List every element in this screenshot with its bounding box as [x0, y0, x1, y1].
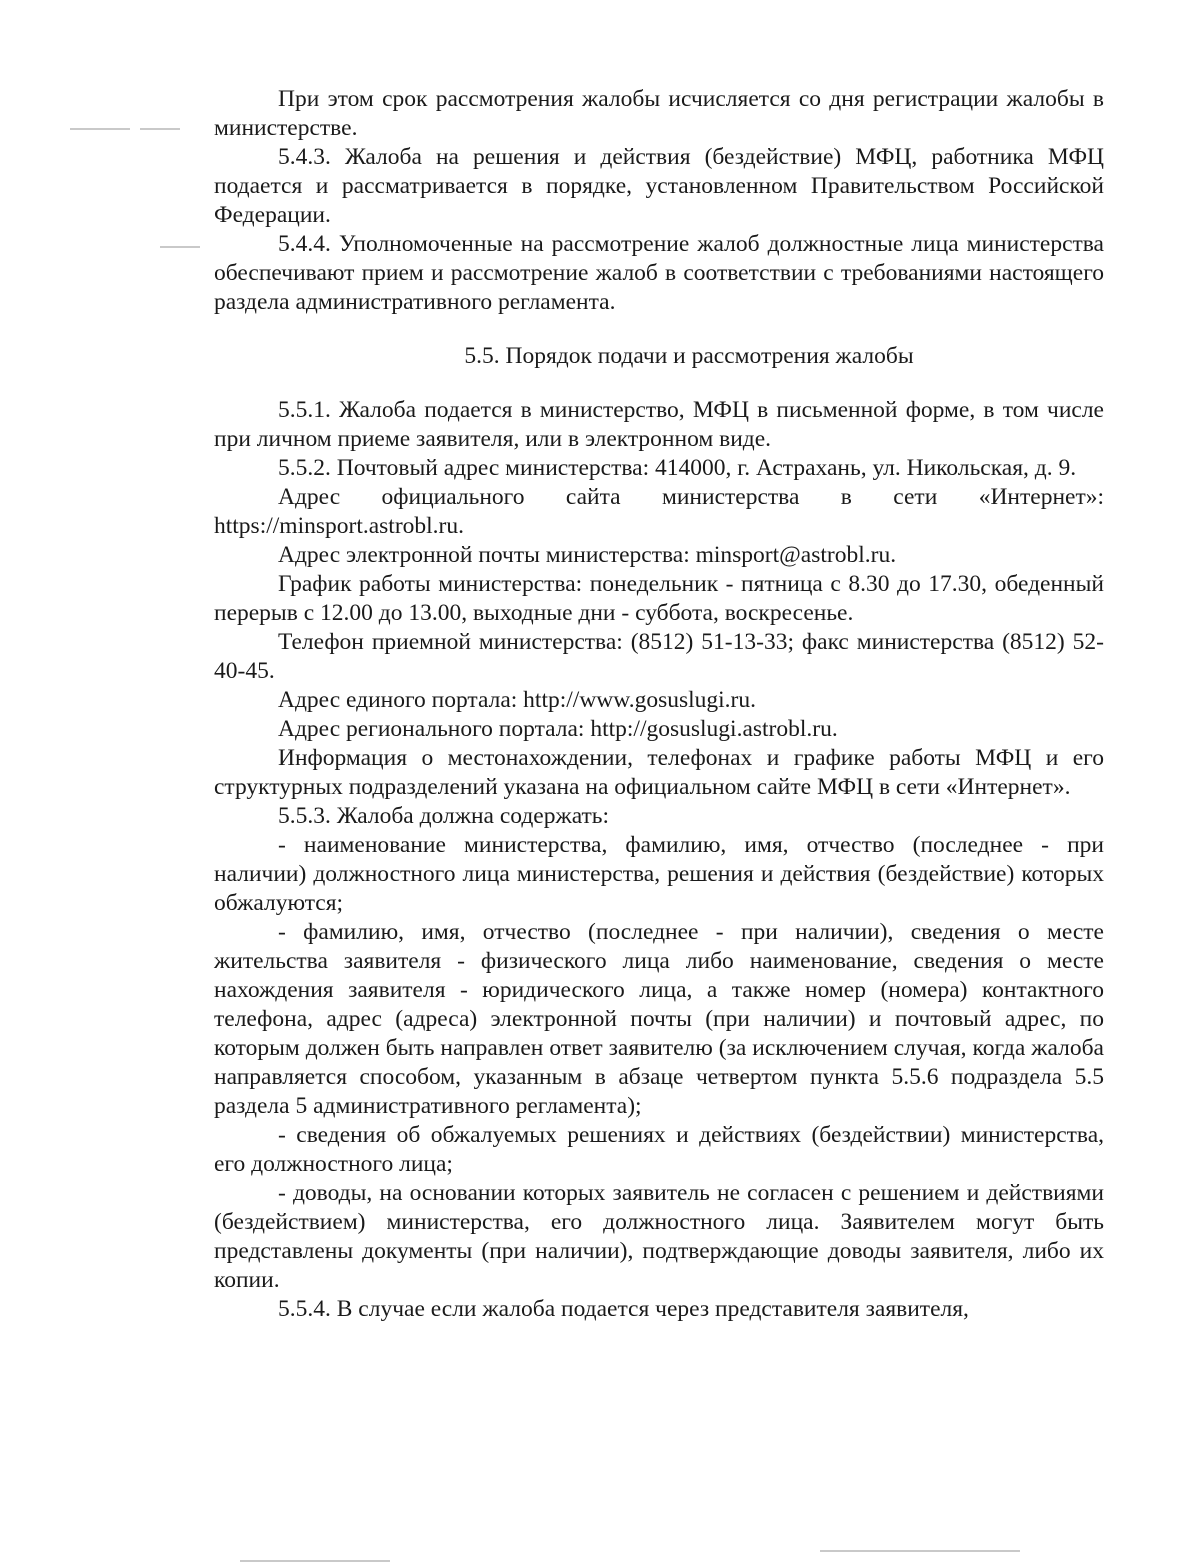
list-item: - доводы, на основании которых заявитель не согласен с решением и действиями (бездействием) министерства, его должностного лица. Заявителем могут быть представлены документы (при наличии), подтверждающие доводы заявителя, либо их копии.: [214, 1180, 1104, 1293]
paragraph: 5.4.4. Уполномоченные на рассмотрение жалоб должностные лица министерства обеспечивают прием и рассмотрение жалоб в соответствии с требованиями настоящего раздела административного регламента.: [214, 231, 1104, 315]
paragraph: Телефон приемной министерства: (8512) 51-13-33; факс министерства (8512) 52-40-45.: [214, 629, 1104, 684]
paragraph: 5.5.1. Жалоба подается в министерство, МФЦ в письменной форме, в том числе при личном приеме заявителя, или в электронном виде.: [214, 397, 1104, 452]
paragraph: Адрес единого портала: http://www.gosuslugi.ru.: [278, 687, 757, 713]
paragraph: Адрес регионального портала: http://gosuslugi.astrobl.ru.: [278, 716, 838, 742]
document-body: [214, 85, 1104, 1324]
section-heading: 5.5. Порядок подачи и рассмотрения жалобы: [464, 343, 914, 369]
paragraph: Адрес официального сайта министерства в сети «Интернет»: https://minsport.astrobl.ru.: [214, 484, 1104, 539]
list-item: - фамилию, имя, отчество (последнее - при наличии), сведения о месте жительства заявителя - физического лица либо наименование, сведения о месте нахождения заявителя - юридического лица, а также номер (номера) контактного телефона, адрес (адреса) электронной почты (при наличии) и почтовый адрес, по которым должен быть направлен ответ заявителю (за исключением случая, когда жалоба направляется способом, указанным в абзаце четвертом пункта 5.5.6 подраздела 5.5 раздела 5 административного регламента);: [214, 919, 1104, 1119]
paragraph: 5.5.3. Жалоба должна содержать:: [278, 803, 610, 829]
paragraph: 5.5.2. Почтовый адрес министерства: 414000, г. Астрахань, ул. Никольская, д. 9.: [278, 455, 1077, 481]
list-item: - сведения об обжалуемых решениях и действиях (бездействии) министерства, его должностного лица;: [214, 1122, 1104, 1177]
scan-noise: [70, 128, 130, 130]
paragraph: При этом срок рассмотрения жалобы исчисляется со дня регистрации жалобы в министерстве.: [214, 86, 1104, 141]
list-item: - наименование министерства, фамилию, имя, отчество (последнее - при наличии) должностного лица министерства, решения и действия (бездействие) которых обжалуются;: [214, 832, 1104, 916]
paragraph: Адрес электронной почты министерства: minsport@astrobl.ru.: [278, 542, 897, 568]
paragraph: График работы министерства: понедельник - пятница с 8.30 до 17.30, обеденный перерыв с 12.00 до 13.00, выходные дни - суббота, воскресенье.: [214, 571, 1104, 626]
paragraph: 5.4.3. Жалоба на решения и действия (бездействие) МФЦ, работника МФЦ подается и рассматривается в порядке, установленном Правительством Российской Федерации.: [214, 144, 1104, 228]
paragraph: 5.5.4. В случае если жалоба подается через представителя заявителя,: [278, 1296, 969, 1322]
scan-noise: [140, 128, 180, 130]
scan-noise: [160, 246, 200, 248]
paragraph: Информация о местонахождении, телефонах и графике работы МФЦ и его структурных подразделений указана на официальном сайте МФЦ в сети «Интернет».: [214, 745, 1104, 800]
scan-noise: [820, 1550, 1020, 1552]
